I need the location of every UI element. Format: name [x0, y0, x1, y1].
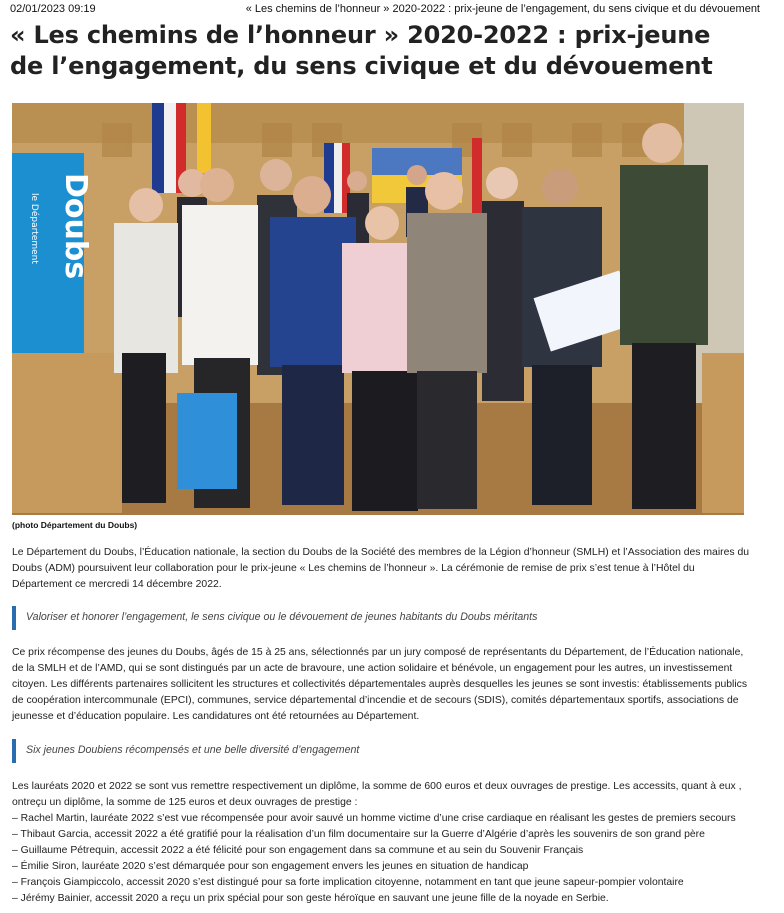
section2-heading-text: Six jeunes Doubiens récompensés et une belle diversité d’engagement: [26, 744, 360, 756]
print-date: 02/01/2023 09:19: [10, 3, 96, 15]
section1-paragraph: Ce prix récompense des jeunes du Doubs, âgés de 15 à 25 ans, sélectionnés par un jury composé de représentants du Département, de l’Éducation nationale, de la SMLH et de l’AMD, qui se sont distingués par un acte de bravoure, une action solidaire et bénévole, un engagement pour les autres, un investissement citoyen. Les différents partenaires sollicitent les structures et collectivités départementales auprès desquelles les jeunes se sont investis: établissements publics de coopération intercommunale (EPCI), communes, service départemental d’incendie et de secours (SDIS), comités départementaux sportifs, associations de jeunesse et d’éducation populaire. Les candidatures ont été retournées au Département.: [12, 647, 748, 722]
photo-caption: (photo Département du Doubs): [12, 520, 138, 530]
group-photo-illustration: [12, 103, 744, 515]
section1-heading-text: Valoriser et honorer l’engagement, le sens civique ou le dévouement de jeunes habitants du Doubs méritants: [26, 611, 538, 623]
list-item: – Rachel Martin, lauréate 2022 s’est vue récompensée pour avoir sauvé un homme victime d’une crise cardiaque en réalisant les gestes de premiers secours: [12, 813, 736, 824]
laureates-list: [12, 811, 750, 907]
article-photo: [12, 103, 744, 515]
page-header: [10, 2, 774, 18]
banner-text: Doubs: [58, 173, 93, 280]
list-item: – François Giampiccolo, accessit 2020 s’est distingué pour sa forte implication citoyenne, notamment en tant que jeune sapeur-pompier volontaire: [12, 877, 684, 888]
running-title: « Les chemins de l’honneur » 2020-2022 : prix-jeune de l’engagement, du sens civique et du dévouement: [245, 3, 760, 15]
intro-paragraph: Le Département du Doubs, l’Éducation nationale, la section du Doubs de la Société des membres de la Légion d’honneur (SMLH) et l’Association des maires du Doubs (ADM) poursuivent leur collaboration pour le prix-jeune « Les chemins de l’honneur ». La cérémonie de remise de prix s’est tenue à l’Hôtel du Département ce mercredi 14 décembre 2022.: [12, 547, 750, 590]
list-item: – Émilie Siron, lauréate 2020 s’est démarquée pour son engagement envers les jeunes en situation de handicap: [12, 861, 529, 872]
list-item: – Thibaut Garcia, accessit 2022 a été gratifié pour la réalisation d’un film documentaire sur la Guerre d’Algérie d’après les souvenirs de son grand père: [12, 829, 705, 840]
article-title: « Les chemins de l’honneur » 2020-2022 : prix-jeune de l’engagement, du sens civique et du dévouement: [10, 21, 713, 80]
banner-subtext: le Département: [29, 193, 39, 264]
section2-heading: [12, 739, 748, 763]
section2-intro: Les lauréats 2020 et 2022 se sont vus remettre respectivement un diplôme, la somme de 600 euros et deux ouvrages de prestige. Les accessits, quant à eux , ontreçu un diplôme, la somme de 125 euros et deux ouvrages de prestige :: [12, 781, 742, 808]
list-item: – Guillaume Pétrequin, accessit 2022 a été félicité pour son engagement dans sa commune et au sein du Souvenir Français: [12, 845, 584, 856]
list-item: – Jérémy Bainier, accessit 2020 a reçu un prix spécial pour son geste héroïque en sauvant une jeune fille de la noyade en Serbie.: [12, 893, 609, 904]
section1-heading: [12, 606, 748, 630]
gift-bag: [177, 393, 237, 489]
